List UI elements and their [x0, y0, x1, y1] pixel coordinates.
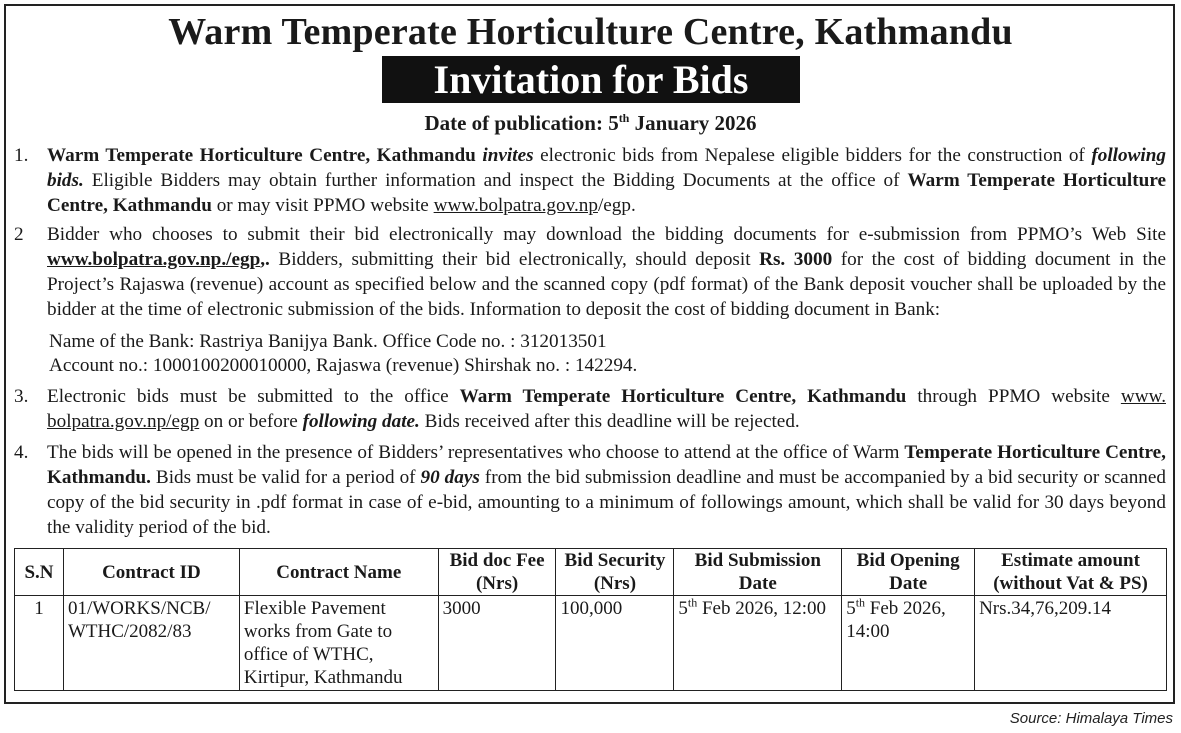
notice-banner: Invitation for Bids [382, 56, 800, 103]
header-opening-date: Bid Opening Date [842, 549, 975, 596]
bank-account-line: Account no.: 1000100200010000, Rajaswa (revenue) Shirshak no. : 142294. [49, 355, 638, 376]
bolpatra-link[interactable]: www.bolpatra.gov.np./egp [47, 249, 261, 270]
bids-table [14, 548, 1167, 691]
cell-contract-id: 01/WORKS/NCB/ WTHC/2082/83 [63, 596, 239, 691]
organization-title: Warm Temperate Horticulture Centre, Kathmandu [168, 11, 1013, 53]
header-bid-security: Bid Security (Nrs) [556, 549, 674, 596]
header-contract-id: Contract ID [63, 549, 239, 596]
header-submission-date: Bid Submission Date [674, 549, 842, 596]
clause-1 [14, 143, 1166, 218]
cell-estimate: Nrs.34,76,209.14 [975, 596, 1167, 691]
clause-text: Warm Temperate Horticulture Centre, Kathmandu invites electronic bids from Nepalese eligible bidders for the construction of following bids. Eligible Bidders may obtain further information and inspect the Bidding Documents at the office of Warm Temperate Horticulture Centre, Kathmandu or may visit PPMO website www.bolpatra.gov.np/egp. [47, 145, 1167, 216]
table-header-row [15, 549, 1167, 596]
cell-contract-name: Flexible Pavement works from Gate to office of WTHC, Kirtipur, Kathmandu [239, 596, 438, 691]
cell-opening-date: 5th Feb 2026, 14:00 [842, 596, 975, 691]
cell-submission-date: 5th Feb 2026, 12:00 [674, 596, 842, 691]
header-contract-name: Contract Name [239, 549, 438, 596]
clause-3 [14, 384, 1166, 434]
clause-number: 3. [14, 386, 29, 407]
clause-4 [14, 440, 1166, 540]
clause-2 [14, 222, 1166, 322]
clause-number: 2 [14, 224, 24, 245]
bank-name-line: Name of the Bank: Rastriya Banijya Bank. Office Code no. : 312013501 [49, 331, 607, 352]
cell-bid-doc-fee: 3000 [438, 596, 556, 691]
clause-number: 4. [14, 442, 29, 463]
cell-sn: 1 [15, 596, 64, 691]
header-bid-doc-fee: Bid doc Fee (Nrs) [438, 549, 556, 596]
clause-text: Electronic bids must be submitted to the office Warm Temperate Horticulture Centre, Kathmandu through PPMO website www. bolpatra.gov.np/egp on or before following date. Bids received after this deadline will be rejected. [47, 386, 1166, 432]
publication-date: Date of publication: 5th January 2026 [424, 111, 757, 135]
header-estimate: Estimate amount (without Vat & PS) [975, 549, 1167, 596]
source-credit: Source: Himalaya Times [1009, 710, 1173, 727]
egp-link[interactable]: www. bolpatra.gov.np/egp [47, 386, 1166, 432]
table-row [15, 596, 1167, 691]
ppmo-link[interactable]: www.bolpatra.gov.np [433, 195, 598, 216]
clause-number: 1. [14, 145, 29, 166]
clause-text: The bids will be opened in the presence of Bidders’ representatives who choose to attend at the office of Warm Temperate Horticulture Centre, Kathmandu. Bids must be valid for a period of 90 days from the bid submission deadline and must be accompanied by a bid security or scanned copy of the bid security in .pdf format in case of e-bid, amounting to a minimum of followings amount, which shall be valid for 30 days beyond the validity period of the bid. [47, 442, 1166, 538]
clause-text: Bidder who chooses to submit their bid electronically may download the bidding documents for e-submission from PPMO’s Web Site www.bolpatra.gov.np./egp,. Bidders, submitting their bid electronically, should deposit Rs. 3000 for the cost of bidding document in the Project’s Rajaswa (revenue) account as specified below and the scanned copy (pdf format) of the Bank deposit voucher shall be uploaded by the bidder at the time of electronic submission of the bids. Information to deposit the cost of bidding document in Bank: [47, 224, 1166, 320]
header-sn: S.N [15, 549, 64, 596]
cell-bid-security: 100,000 [556, 596, 674, 691]
